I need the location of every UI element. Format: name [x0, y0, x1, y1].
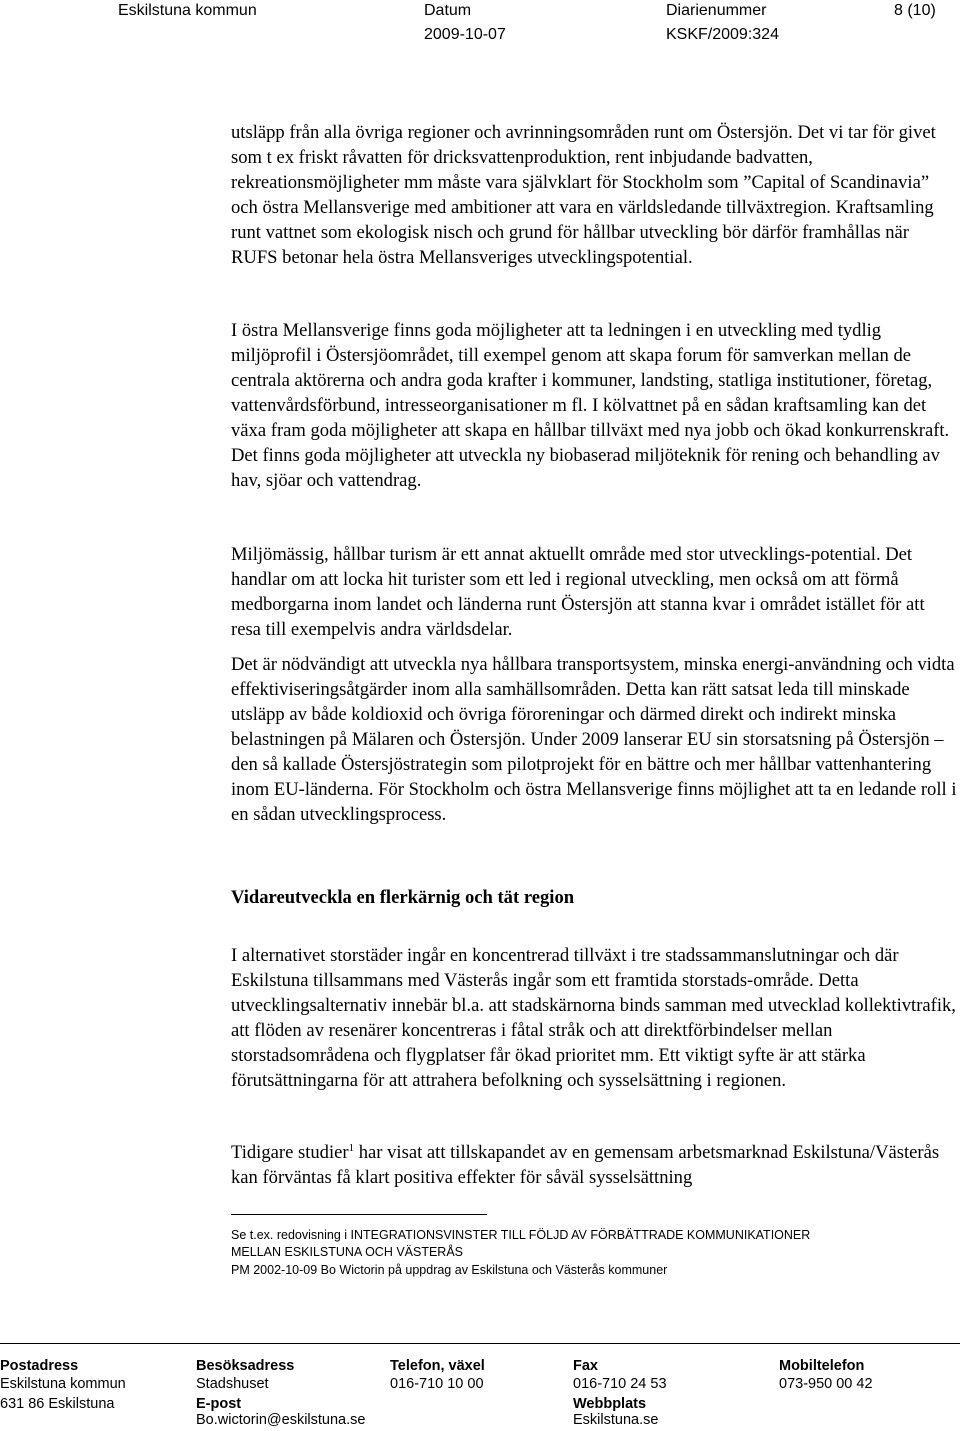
header-date-label: Datum	[424, 2, 472, 19]
footer-telefon-value: 016-710 10 00	[390, 1376, 484, 1392]
footnote-line-2: MELLAN ESKILSTUNA OCH VÄSTERÅS	[231, 1245, 464, 1259]
footer-telefon-label: Telefon, växel	[390, 1358, 485, 1374]
footer-besok-label: Besöksadress	[196, 1358, 295, 1374]
footer-mobil-label: Mobiltelefon	[779, 1358, 865, 1374]
paragraph-text	[231, 1140, 959, 1190]
body-paragraph-2	[231, 318, 959, 493]
footnote-line-1: Se t.ex. redovisning i INTEGRATIONSVINSTER TILL FÖLJD AV FÖRBÄTTRADE KOMMUNIKATIONER	[231, 1228, 811, 1242]
header-page-number: 8 (10)	[894, 2, 936, 19]
section-heading: Vidareutveckla en flerkärnig och tät region	[231, 887, 575, 908]
footnote-reference[interactable]: 1	[348, 1141, 355, 1154]
footer-webb-value[interactable]: Eskilstuna.se	[573, 1412, 659, 1428]
footnote-line-3: PM 2002-10-09 Bo Wictorin på uppdrag av Eskilstuna och Västerås kommuner	[231, 1263, 668, 1277]
footer-separator	[0, 1343, 960, 1344]
footer-postadress-label: Postadress	[0, 1358, 79, 1374]
header-diarie-value: KSKF/2009:324	[666, 26, 779, 43]
footnote-separator	[231, 1214, 487, 1215]
paragraph-text: I alternativet storstäder ingår en koncentrerad tillväxt i tre stadssammanslutningar och där Eskilstuna tillsammans med Västerås ingår som ett framtida storstads-område. Detta utvecklingsalternativ innebär bl.a. att stadskärnorna binds samman med utvecklad kollektivtrafik, att flöden av resenärer koncentreras i fåtal stråk och att direktförbindelser mellan storstadsområdena och flygplatser får ökad prioritet mm. Ett viktigt syfte är att stärka förutsättningarna för att attrahera befolkning och sysselsättning i regionen.	[231, 945, 956, 1091]
paragraph-text: Det är nödvändigt att utveckla nya hållbara transportsystem, minska energi-användning och vidta effektiviseringsåtgärder inom alla samhällsområden. Detta kan rätt satsat leda till minskade utsläpp av både koldioxid och övriga föroreningar och därmed direkt och indirekt minska belastningen på Mälaren och Östersjön. Under 2009 lanserar EU sin storsatsning på Östersjön – den så kallade Östersjöstrategin som pilotprojekt för en bättre och mer hållbar vattenhantering inom EU-länderna. För Stockholm och östra Mellansverige finns möjlighet att ta en ledande roll i en sådan utvecklingsprocess.	[231, 654, 957, 825]
body-paragraph-3	[231, 542, 959, 642]
footer-webb-label: Webbplats	[573, 1396, 647, 1412]
footer-epost-value[interactable]: Bo.wictorin@eskilstuna.se	[196, 1412, 366, 1428]
body-paragraph-1	[231, 120, 959, 270]
paragraph-text: Miljömässig, hållbar turism är ett annat aktuellt område med stor utvecklings-potential. Det handlar om att locka hit turister som ett led i regional utveckling, men också om att förmå medborgarna inom landet och länderna runt Östersjön att stanna kvar i området istället för att resa till exempelvis andra världsdelar.	[231, 544, 925, 640]
header-organization: Eskilstuna kommun	[118, 2, 257, 19]
header-diarie-label: Diarienummer	[666, 2, 767, 19]
footer-epost-label: E-post	[196, 1396, 242, 1412]
paragraph-text: utsläpp från alla övriga regioner och avrinningsområden runt om Östersjön. Det vi tar för givet som t ex friskt råvatten för dricksvattenproduktion, rent inbjudande badvatten, rekreationsmöjligheter mm måste vara självklart för Stockholm som ”Capital of Scandinavia” och östra Mellansverige med ambitioner att vara en världsledande tillväxtregion. Kraftsamling runt vattnet som ekologisk nisch och grund för hållbar utveckling bör därför framhållas när RUFS betonar hela östra Mellansveriges utvecklingspotential.	[231, 122, 936, 268]
paragraph-text-end: har visat att tillskapandet av en gemensam arbetsmarknad Eskilstuna/Västerås kan förväntas få klart positiva effekter för såväl sysselsättning	[231, 1142, 940, 1188]
footer-besok-value: Stadshuset	[196, 1376, 269, 1392]
paragraph-text-start: Tidigare studier	[231, 1142, 349, 1163]
body-paragraph-5	[231, 943, 959, 1093]
footer-postadress-line-1: Eskilstuna kommun	[0, 1376, 126, 1392]
body-paragraph-4	[231, 652, 959, 827]
body-paragraph-6	[231, 1140, 959, 1190]
footer-fax-label: Fax	[573, 1358, 598, 1374]
footer-postadress-line-2: 631 86 Eskilstuna	[0, 1396, 115, 1412]
footer-fax-value: 016-710 24 53	[573, 1376, 667, 1392]
header-date-value: 2009-10-07	[424, 26, 506, 43]
paragraph-text: I östra Mellansverige finns goda möjligheter att ta ledningen i en utveckling med tydlig miljöprofil i Östersjöområdet, till exempel genom att skapa forum för samverkan mellan de centrala aktörerna och andra goda krafter i kommuner, landsting, statliga institutioner, företag, vattenvårdsförbund, intresseorganisationer m fl. I kölvattnet på en sådan kraftsamling kan det växa fram goda möjligheter att skapa en hållbar tillväxt med nya jobb och ökad konkurrenskraft. Det finns goda möjligheter att utveckla ny biobaserad miljöteknik för rening och behandling av hav, sjöar och vattendrag.	[231, 320, 950, 491]
footer-mobil-value: 073-950 00 42	[779, 1376, 873, 1392]
